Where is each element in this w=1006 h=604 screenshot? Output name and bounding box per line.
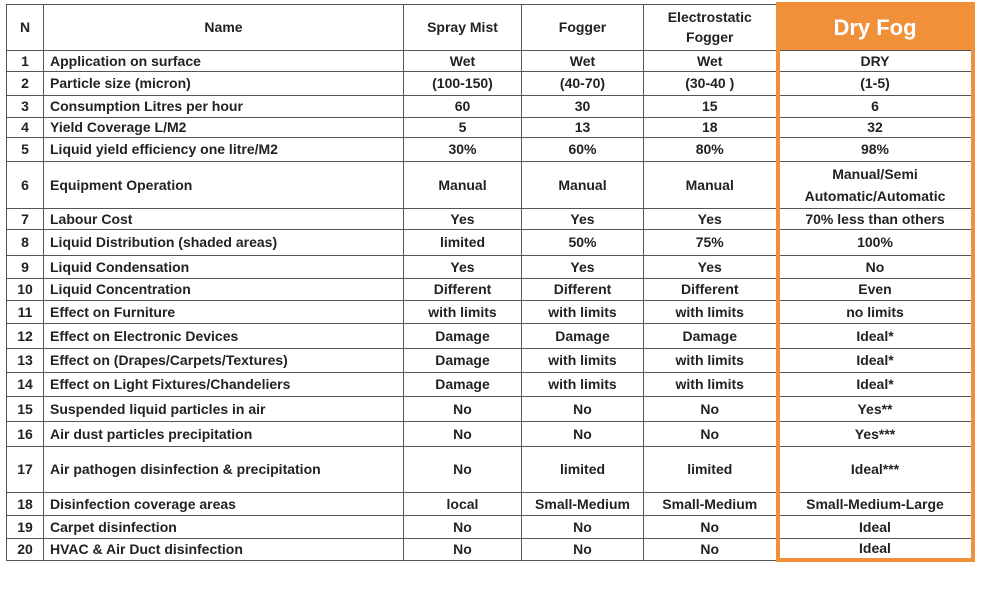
row-name: Effect on (Drapes/Carpets/Textures) (44, 348, 404, 372)
cell-spray-mist: No (404, 538, 522, 560)
cell-electrostatic-fogger: with limits (644, 348, 778, 372)
cell-electrostatic-fogger: Yes (644, 255, 778, 278)
cell-fogger: (40-70) (522, 71, 644, 95)
cell-dry-fog: (1-5) (778, 71, 973, 95)
row-number: 16 (7, 421, 44, 446)
table-row (7, 278, 973, 300)
cell-electrostatic-fogger: 18 (644, 117, 778, 137)
cell-spray-mist: Yes (404, 255, 522, 278)
row-name: Effect on Furniture (44, 300, 404, 323)
cell-spray-mist: with limits (404, 300, 522, 323)
cell-dry-fog: Ideal*** (778, 446, 973, 492)
cell-electrostatic-fogger: No (644, 421, 778, 446)
row-name: Labour Cost (44, 208, 404, 229)
cell-dry-fog: Ideal (778, 515, 973, 538)
cell-spray-mist: Yes (404, 208, 522, 229)
cell-fogger: limited (522, 446, 644, 492)
cell-fogger: Yes (522, 255, 644, 278)
table-row (7, 323, 973, 348)
cell-dry-fog: 98% (778, 137, 973, 161)
row-number: 9 (7, 255, 44, 278)
cell-fogger: No (522, 396, 644, 421)
cell-dry-fog: Ideal* (778, 372, 973, 396)
cell-fogger: No (522, 538, 644, 560)
table-row (7, 421, 973, 446)
cell-spray-mist: Different (404, 278, 522, 300)
cell-spray-mist: No (404, 421, 522, 446)
row-name: Liquid yield efficiency one litre/M2 (44, 137, 404, 161)
row-number: 13 (7, 348, 44, 372)
row-name: Disinfection coverage areas (44, 492, 404, 515)
row-name: Consumption Litres per hour (44, 95, 404, 117)
table-row (7, 492, 973, 515)
table-row (7, 396, 973, 421)
row-number: 3 (7, 95, 44, 117)
header-name: Name (44, 4, 404, 50)
cell-dry-fog: 32 (778, 117, 973, 137)
cell-dry-fog: Yes*** (778, 421, 973, 446)
header-fogger: Fogger (522, 4, 644, 50)
row-number: 11 (7, 300, 44, 323)
comparison-table-container (6, 2, 975, 562)
row-number: 4 (7, 117, 44, 137)
header-row (7, 4, 973, 50)
cell-spray-mist: Manual (404, 161, 522, 208)
cell-spray-mist: (100-150) (404, 71, 522, 95)
cell-fogger: Yes (522, 208, 644, 229)
table-row (7, 446, 973, 492)
cell-spray-mist: Wet (404, 50, 522, 71)
cell-dry-fog: Even (778, 278, 973, 300)
cell-spray-mist: 30% (404, 137, 522, 161)
row-number: 7 (7, 208, 44, 229)
row-number: 1 (7, 50, 44, 71)
row-name: Liquid Condensation (44, 255, 404, 278)
cell-spray-mist: Damage (404, 372, 522, 396)
table-row (7, 71, 973, 95)
cell-electrostatic-fogger: 15 (644, 95, 778, 117)
cell-dry-fog: Yes** (778, 396, 973, 421)
header-n: N (7, 4, 44, 50)
table-body (7, 50, 973, 560)
cell-electrostatic-fogger: No (644, 396, 778, 421)
cell-dry-fog: Ideal (778, 538, 973, 560)
cell-fogger: Damage (522, 323, 644, 348)
cell-fogger: with limits (522, 348, 644, 372)
row-name: Application on surface (44, 50, 404, 71)
cell-dry-fog: no limits (778, 300, 973, 323)
cell-dry-fog: 70% less than others (778, 208, 973, 229)
row-number: 12 (7, 323, 44, 348)
row-number: 14 (7, 372, 44, 396)
cell-fogger: No (522, 515, 644, 538)
cell-fogger: Small-Medium (522, 492, 644, 515)
cell-fogger: Manual (522, 161, 644, 208)
cell-electrostatic-fogger: Different (644, 278, 778, 300)
cell-fogger: 60% (522, 137, 644, 161)
cell-dry-fog: Ideal* (778, 348, 973, 372)
row-name: HVAC & Air Duct disinfection (44, 538, 404, 560)
cell-fogger: Wet (522, 50, 644, 71)
cell-dry-fog: 6 (778, 95, 973, 117)
cell-spray-mist: local (404, 492, 522, 515)
cell-dry-fog: Small-Medium-Large (778, 492, 973, 515)
cell-spray-mist: Damage (404, 348, 522, 372)
table-row (7, 538, 973, 560)
table-row (7, 95, 973, 117)
table-row (7, 255, 973, 278)
cell-dry-fog: Manual/Semi Automatic/Automatic (778, 161, 973, 208)
cell-electrostatic-fogger: with limits (644, 372, 778, 396)
cell-electrostatic-fogger: with limits (644, 300, 778, 323)
header-spray-mist: Spray Mist (404, 4, 522, 50)
cell-electrostatic-fogger: Wet (644, 50, 778, 71)
row-number: 2 (7, 71, 44, 95)
cell-electrostatic-fogger: No (644, 538, 778, 560)
table-row (7, 117, 973, 137)
row-number: 18 (7, 492, 44, 515)
row-name: Air pathogen disinfection & precipitation (44, 446, 404, 492)
cell-fogger: Different (522, 278, 644, 300)
row-number: 17 (7, 446, 44, 492)
table-row (7, 137, 973, 161)
cell-fogger: No (522, 421, 644, 446)
header-dry-fog: Dry Fog (778, 4, 973, 50)
cell-spray-mist: 5 (404, 117, 522, 137)
cell-electrostatic-fogger: Yes (644, 208, 778, 229)
table-row (7, 372, 973, 396)
table-row (7, 50, 973, 71)
cell-electrostatic-fogger: (30-40 ) (644, 71, 778, 95)
row-name: Liquid Distribution (shaded areas) (44, 229, 404, 255)
header-electrostatic-fogger (644, 4, 778, 50)
row-name: Suspended liquid particles in air (44, 396, 404, 421)
cell-fogger: with limits (522, 300, 644, 323)
cell-electrostatic-fogger: Manual (644, 161, 778, 208)
row-name: Effect on Electronic Devices (44, 323, 404, 348)
table-row (7, 515, 973, 538)
cell-fogger: 50% (522, 229, 644, 255)
cell-dry-fog: 100% (778, 229, 973, 255)
row-name: Yield Coverage L/M2 (44, 117, 404, 137)
row-number: 8 (7, 229, 44, 255)
row-name: Effect on Light Fixtures/Chandeliers (44, 372, 404, 396)
row-name: Particle size (micron) (44, 71, 404, 95)
table-row (7, 300, 973, 323)
row-number: 15 (7, 396, 44, 421)
cell-dry-fog: DRY (778, 50, 973, 71)
table-row (7, 161, 973, 208)
cell-spray-mist: Damage (404, 323, 522, 348)
table-row (7, 208, 973, 229)
cell-electrostatic-fogger: No (644, 515, 778, 538)
row-number: 19 (7, 515, 44, 538)
table-row (7, 348, 973, 372)
row-number: 5 (7, 137, 44, 161)
cell-spray-mist: No (404, 446, 522, 492)
row-number: 6 (7, 161, 44, 208)
cell-fogger: 30 (522, 95, 644, 117)
cell-spray-mist: 60 (404, 95, 522, 117)
row-name: Air dust particles precipitation (44, 421, 404, 446)
header-electrostatic-label: Electrostatic Fogger (667, 9, 752, 45)
cell-electrostatic-fogger: 80% (644, 137, 778, 161)
row-number: 20 (7, 538, 44, 560)
cell-electrostatic-fogger: limited (644, 446, 778, 492)
cell-dry-fog: No (778, 255, 973, 278)
table-row (7, 229, 973, 255)
cell-spray-mist: No (404, 396, 522, 421)
row-name: Liquid Concentration (44, 278, 404, 300)
cell-fogger: 13 (522, 117, 644, 137)
row-number: 10 (7, 278, 44, 300)
row-name: Equipment Operation (44, 161, 404, 208)
cell-electrostatic-fogger: Small-Medium (644, 492, 778, 515)
cell-fogger: with limits (522, 372, 644, 396)
cell-dry-fog: Ideal* (778, 323, 973, 348)
cell-spray-mist: limited (404, 229, 522, 255)
cell-spray-mist: No (404, 515, 522, 538)
cell-electrostatic-fogger: Damage (644, 323, 778, 348)
row-name: Carpet disinfection (44, 515, 404, 538)
cell-electrostatic-fogger: 75% (644, 229, 778, 255)
comparison-table (6, 2, 975, 562)
